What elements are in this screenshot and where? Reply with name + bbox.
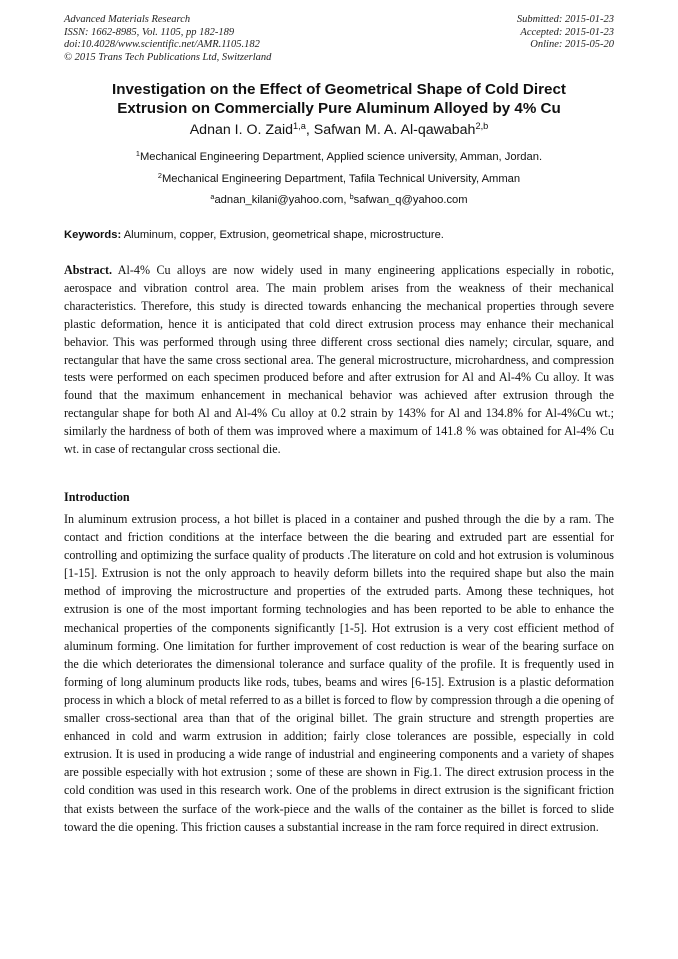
journal-name: Advanced Materials Research [64, 14, 191, 25]
author-2: Safwan M. A. Al-qawabah [313, 122, 476, 138]
publication-dates [517, 14, 614, 52]
affiliation-2 [60, 172, 618, 186]
keywords-label: Keywords: [64, 229, 122, 241]
affiliation-2-text: Mechanical Engineering Department, Tafila Technical University, Amman [161, 173, 521, 185]
author-list [60, 121, 618, 139]
introduction-body: In aluminum extrusion process, a hot billet is placed in a container and pushed through the die by a ram. The contact and friction conditions at the interface between the die bearing and extruded part are essential for controlling and optimizing the surface quality of products .The literature on cold and hot extrusion is voluminous [1-15]. Extrusion is not the only approach to heavily deform billets into the required shape but also the main method of improving the microstructure and properties of the extruded parts. Among these techniques, hot extrusion is one of the most important forming technologies and has been reported to be able to enhance the mechanical properties of the components significantly [1-5]. Hot extrusion is a very cost efficient method of aluminum forming. One limitation for further improvement of cost reduction is wear of the bearing surface on the die which deteriorates the dimensional tolerance and surface quality of the profile. It is frequently used in forming of long aluminum products like rods, tubes, beams and wires [6-15]. Extrusion is a plastic deformation process in which a block of metal referred to as a billet is forced to flow by compression through a die opening of smaller cross-sectional area than that of the original billet. The grain structure and strength properties are enhanced in cold and warm extrusion in addition; fairly close tolerances are possible, especially in cold extrusion. It is used in producing a wide range of industrial and engineering components and a variety of shapes are possible especially with hot extrusion ; some of these are shown in Fig.1. The direct extrusion process in the cold condition was used in this research work. One of the problems in direct extrusion is the significant friction that exists between the surface of the work-piece and the walls of the container as the billet is forced to slide toward the die opening. This friction causes a substantial increase in the ram force required in direct extrusion. [64, 512, 614, 834]
doi-line: doi:10.4028/www.scientific.net/AMR.1105.182 [64, 39, 260, 50]
paper-title [60, 80, 618, 118]
online-date: Online: 2015-05-20 [530, 39, 614, 50]
keywords-text: Aluminum, copper, Extrusion, geometrical shape, microstructure. [121, 229, 444, 241]
introduction-heading: Introduction [64, 490, 130, 504]
author-separator: , [305, 122, 314, 138]
email-a-marker: a [210, 192, 215, 201]
affiliation-1-text: Mechanical Engineering Department, Applied science university, Amman, Jordan. [139, 151, 543, 163]
submitted-date: Submitted: 2015-01-23 [516, 14, 614, 25]
author-1: Adnan I. O. Zaid [189, 122, 294, 138]
email-a: adnan_kilani@yahoo.com, [214, 194, 350, 206]
abstract [64, 262, 614, 459]
affiliation-1 [60, 150, 618, 164]
affiliation-2-marker: 2 [157, 171, 162, 180]
copyright-line: © 2015 Trans Tech Publications Ltd, Switzerland [64, 51, 272, 63]
issn-line: ISSN: 1662-8985, Vol. 1105, pp 182-189 [64, 26, 235, 38]
title-line-1: Investigation on the Effect of Geometrical Shape of Cold Direct [111, 81, 566, 98]
keywords [64, 228, 614, 242]
abstract-label: Abstract. [64, 263, 113, 277]
author-2-marker: 2,b [475, 120, 489, 131]
title-line-2: Extrusion on Commercially Pure Aluminum Alloyed by 4% Cu [117, 100, 561, 117]
author-1-marker: 1,a [293, 120, 306, 131]
affiliation-1-marker: 1 [135, 149, 140, 158]
journal-info [64, 14, 271, 64]
email-b-marker: b [349, 192, 354, 201]
author-emails [60, 193, 618, 207]
email-b: safwan_q@yahoo.com [353, 194, 468, 206]
abstract-text: Al-4% Cu alloys are now widely used in many engineering applications especially in robotic, aerospace and vibration control area. The main problem arises from the weakness of their mechanical characteristics. Therefore, this study is directed towards enhancing the mechanical properties through severe plastic deformation, hence it is anticipated that cold direct extrusion process may enhance their mechanical behavior. This was performed through using three different cross sectional dies namely; circular, square, and rectangular that have the same cross sectional area. The general microstructure, microhardness, and compression tests were performed on each specimen produced before and after extrusion for Al and Al-4% Cu alloy. It was found that the maximum enhancement in mechanical behavior was achieved after extrusion through the rectangular shape for both Al and Al-4% Cu alloy at 0.2 strain by 143% for Al and 134.8% for Al-4%Cu wt.; similarly the hardness of both of them was improved where a maximum of 141.8 % was obtained for Al-4% Cu wt. in case of rectangular cross sectional die. [64, 263, 614, 457]
accepted-date: Accepted: 2015-01-23 [520, 26, 614, 38]
